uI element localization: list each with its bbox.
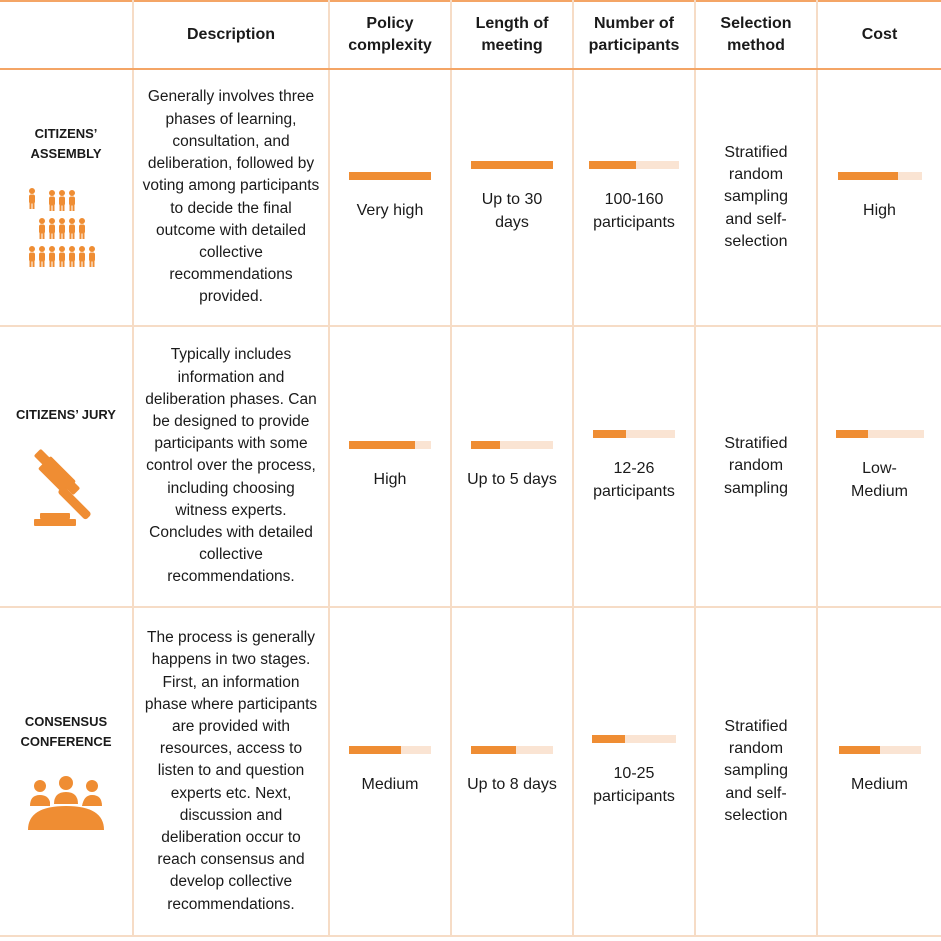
cost-bar-fill <box>836 430 869 438</box>
round-table-icon <box>26 776 106 832</box>
row-name: CITIZENS’ ASSEMBLY <box>30 125 102 161</box>
participants-bar-fill <box>592 735 625 743</box>
policy-complexity-cell <box>329 69 451 326</box>
participants-cell <box>573 69 695 326</box>
selection-method-cell: Stratified random sampling <box>695 326 817 607</box>
row-label-cell <box>0 69 133 326</box>
table-row <box>0 326 941 607</box>
cost-value: High <box>863 202 896 220</box>
policy-complexity-bar <box>349 746 431 754</box>
length-bar <box>471 746 553 754</box>
length-value: Up to 8 days <box>467 776 557 794</box>
header-corner <box>0 1 133 69</box>
header-number-of-participants: Number of participants <box>573 1 695 69</box>
header-cost: Cost <box>817 1 941 69</box>
participants-value: 100-160 participants <box>593 191 675 231</box>
participants-cell <box>573 326 695 607</box>
header-length-of-meeting: Length of meeting <box>451 1 573 69</box>
header-selection-method: Selection method <box>695 1 817 69</box>
participants-bar <box>589 161 679 169</box>
length-value: Up to 5 days <box>467 471 557 489</box>
length-bar-fill <box>471 161 553 169</box>
participants-bar <box>592 735 676 743</box>
length-cell <box>451 326 573 607</box>
policy-complexity-value: High <box>373 471 407 489</box>
header-policy-complexity: Policy complexity <box>329 1 451 69</box>
policy-complexity-cell <box>329 607 451 936</box>
cost-bar-fill <box>838 172 898 180</box>
participants-bar <box>593 430 675 438</box>
selection-method-cell: Stratified random sampling and self-selection <box>695 69 817 326</box>
header-row <box>0 1 941 69</box>
length-bar <box>471 441 553 449</box>
people-pyramid-icon <box>28 188 104 272</box>
policy-complexity-bar-fill <box>349 441 415 449</box>
row-label-cell <box>0 607 133 936</box>
policy-complexity-bar <box>349 172 431 180</box>
row-name: CITIZENS’ JURY <box>16 406 116 422</box>
length-bar <box>471 161 553 169</box>
policy-complexity-bar-fill <box>349 172 431 180</box>
cost-value: Low-Medium <box>851 460 908 500</box>
length-cell <box>451 607 573 936</box>
cost-value: Medium <box>851 776 908 794</box>
gavel-icon <box>26 449 106 529</box>
cost-cell <box>817 326 941 607</box>
policy-complexity-cell <box>329 326 451 607</box>
participants-value: 12-26 participants <box>593 460 675 500</box>
participants-bar-fill <box>589 161 636 169</box>
policy-complexity-value: Medium <box>361 776 419 794</box>
cost-bar <box>838 172 922 180</box>
description-cell: The process is generally happens in two stages. First, an information phase where participants are provided with resources, access to listen to and question experts etc. Next, discussion and deliberation occur to reach consensus and develop collective recommendations. <box>133 607 329 936</box>
participants-value: 10-25 participants <box>593 765 675 805</box>
table-row <box>0 69 941 326</box>
header-description: Description <box>133 1 329 69</box>
cost-bar <box>836 430 924 438</box>
row-label-cell <box>0 326 133 607</box>
cost-cell <box>817 607 941 936</box>
description-cell: Generally involves three phases of learning, consultation, and deliberation, followed by voting among participants to decide the final outcome with detailed collective recommendations provided. <box>133 69 329 326</box>
participants-cell <box>573 607 695 936</box>
length-bar-fill <box>471 746 516 754</box>
selection-method-cell: Stratified random sampling and self-selection <box>695 607 817 936</box>
length-cell <box>451 69 573 326</box>
cost-bar-fill <box>839 746 880 754</box>
policy-complexity-value: Very high <box>356 202 424 220</box>
cost-bar <box>839 746 921 754</box>
policy-complexity-bar-fill <box>349 746 401 754</box>
participants-bar-fill <box>593 430 626 438</box>
row-name: CONSENSUS CONFERENCE <box>20 713 112 749</box>
policy-complexity-bar <box>349 441 431 449</box>
description-cell: Typically includes information and deliberation phases. Can be designed to provide participants with some control over the process, including choosing witness experts. Concludes with detailed collective recommendations. <box>133 326 329 607</box>
table-row <box>0 607 941 936</box>
length-value: Up to 30 days <box>481 191 543 231</box>
cost-cell <box>817 69 941 326</box>
length-bar-fill <box>471 441 500 449</box>
